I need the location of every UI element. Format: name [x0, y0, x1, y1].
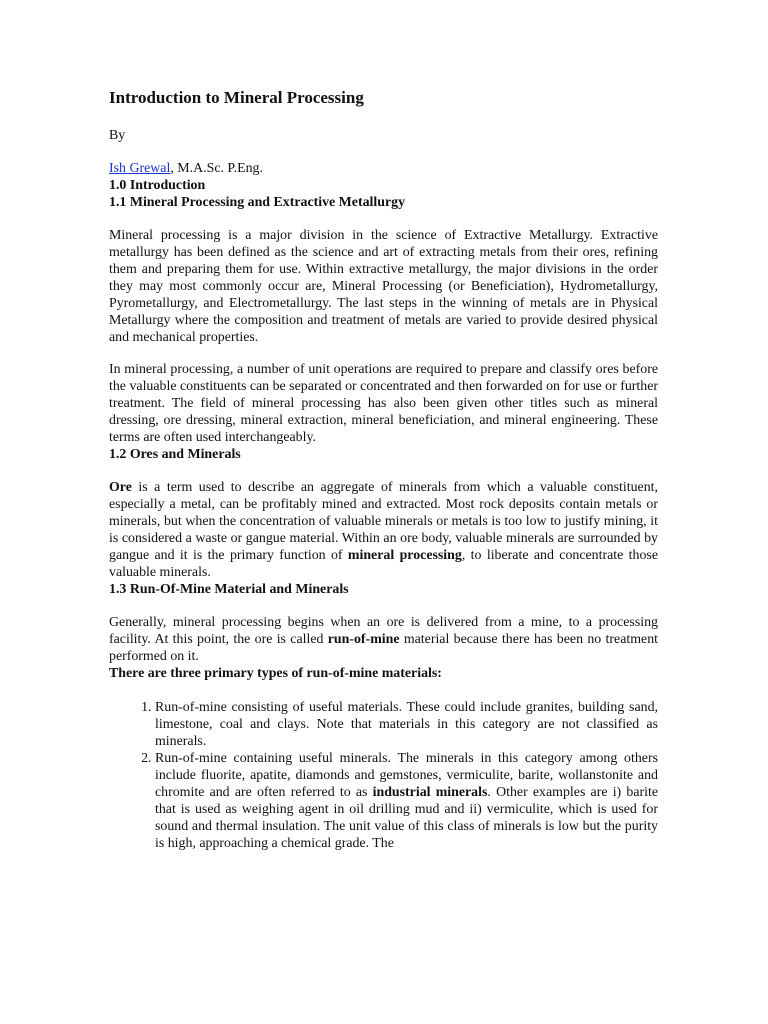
paragraph-run-of-mine: [109, 614, 658, 665]
rom-text-b: material because there has been no treatment performed on it.: [109, 632, 658, 664]
ore-text-a: is a term used to describe an aggregate of minerals from which a valuable constituent, especially a metal, can be profitably mined and extracted. Most rock deposits contain metals or minerals, but when the concentration of valuable minerals or metals is too low to justify mining, it is considered a waste or gangue material. Within an ore body, valuable minerals are surrounded by gangue and it is the primary function of: [109, 480, 658, 563]
heading-1-2: 1.2 Ores and Minerals: [109, 447, 241, 462]
rom-text-a: Generally, mineral processing begins when an ore is delivered from a mine, to a processing facility. At this point, the ore is called: [109, 615, 658, 647]
by-line: By: [109, 128, 126, 143]
heading-1-1: 1.1 Mineral Processing and Extractive Metallurgy: [109, 195, 406, 210]
types-heading: There are three primary types of run-of-mine materials:: [109, 666, 442, 681]
heading-1-3: 1.3 Run-Of-Mine Material and Minerals: [109, 582, 349, 597]
author-credentials: , M.A.Sc. P.Eng.: [170, 161, 263, 176]
document-page: [109, 82, 658, 852]
ore-term: Ore: [109, 480, 132, 495]
run-of-mine-term: run-of-mine: [327, 632, 400, 647]
paragraph-extractive-metallurgy: Mineral processing is a major division in the science of Extractive Metallurgy. Extractive metallurgy has been defined as the science and art of extracting metals from their ores, refining them and preparing them for use. Within extractive metallurgy, the major divisions in the order they may most commonly occur are, Mineral Processing (or Beneficiation), Hydrometallurgy, Pyrometallurgy, and Electrometallurgy. The last steps in the winning of metals are in Physical Metallurgy where the composition and treatment of metals are varied to provide desired physical and mechanical properties.: [109, 228, 658, 345]
ore-text-b: , to liberate and concentrate those valuable minerals.: [109, 548, 658, 580]
heading-1-0: 1.0 Introduction: [109, 178, 206, 193]
paragraph-unit-operations: In mineral processing, a number of unit operations are required to prepare and classify ores before the valuable constituents can be separated or concentrated and then forwarded on for use or further treatment. The field of mineral processing has also been given other titles such as mineral dressing, ore dressing, mineral extraction, mineral beneficiation, and mineral engineering. These terms are often used interchangeably.: [109, 362, 658, 445]
document-title: Introduction to Mineral Processing: [109, 88, 364, 107]
list-item: [155, 750, 658, 852]
author-line: [109, 160, 658, 177]
list-item: 1. Run-of-mine consisting of useful materials. These could include granites, building sand, limestone, coal and clays. Note that materials in this category are not classified as minerals.: [155, 699, 658, 750]
paragraph-ore-definition: [109, 479, 658, 581]
item2-text-b: . Other examples are i) barite that is used as weighing agent in oil drilling mud and ii) vermiculite, which is used for sound and thermal insulation. The unit value of this class of minerals is low but the purity is high, approaching a chemical grade. The: [155, 785, 658, 851]
run-of-mine-types-list: [109, 699, 658, 852]
author-link[interactable]: Ish Grewal: [109, 161, 171, 176]
industrial-minerals-term: industrial minerals: [372, 785, 488, 800]
mineral-processing-term: mineral processing: [347, 548, 462, 563]
item2-text-a: Run-of-mine containing useful minerals. The minerals in this category among others include fluorite, apatite, diamonds and gemstones, vermiculite, barite, wollanstonite and chromite and are often referred to as: [155, 751, 658, 800]
